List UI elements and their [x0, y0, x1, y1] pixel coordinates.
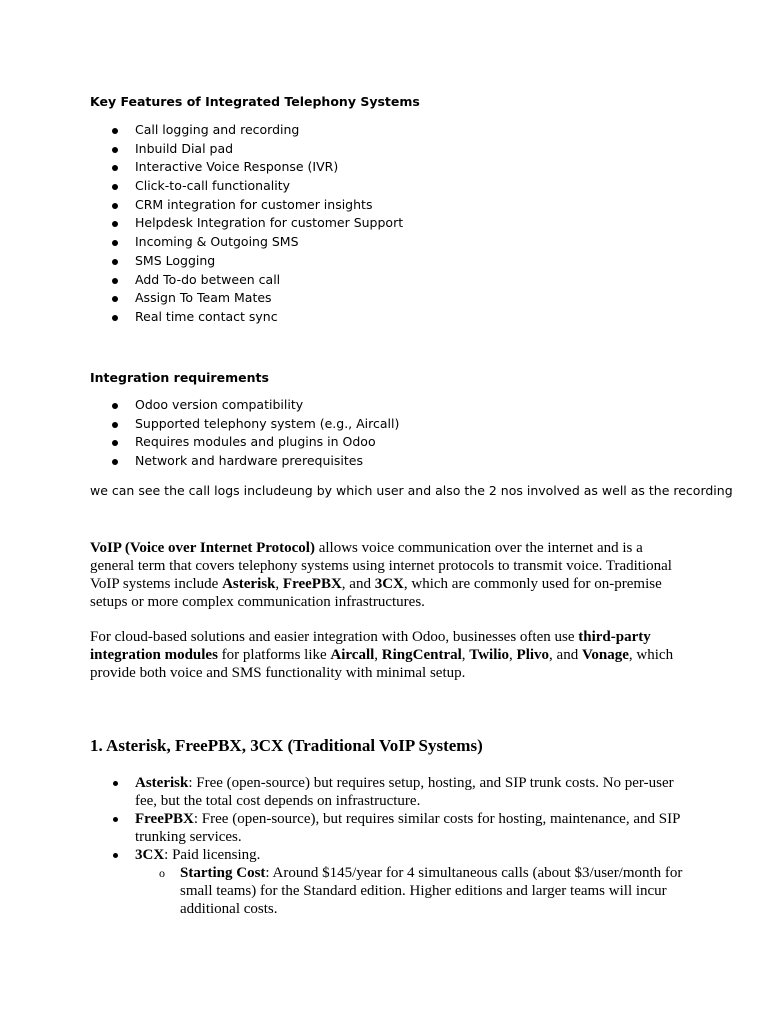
bullet-icon [112, 203, 118, 209]
modules-term: third-party integration modules [90, 629, 651, 663]
bullet-icon [112, 315, 118, 321]
feature-text: Interactive Voice Response (IVR) [135, 159, 339, 175]
starting-cost-label: Starting Cost [180, 865, 266, 881]
threecx-term: 3CX [374, 576, 404, 592]
section-heading: 1. Asterisk, FreePBX, 3CX (Traditional VoIP Systems) [90, 736, 483, 755]
feature-text: Click-to-call functionality [135, 178, 291, 194]
feature-text: SMS Logging [135, 252, 216, 268]
bullet-icon [112, 403, 118, 409]
feature-text: Add To-do between call [135, 271, 281, 287]
voip-paragraph [90, 539, 690, 611]
list-item [90, 846, 690, 918]
twilio-term: Twilio [469, 647, 510, 663]
list-item [90, 121, 403, 140]
starting-cost-text: : Around $145/year for 4 simultaneous calls (about $3/user/month for small teams) for the Standard edition. Higher editions and larger teams will incur additional costs. [180, 865, 683, 917]
freepbx-text: : Free (open-source), but requires similar costs for hosting, maintenance, and SIP trunking services. [135, 811, 680, 845]
cloud-text: for platforms like [217, 647, 331, 663]
asterisk-label: Asterisk [135, 775, 189, 791]
bullet-icon [112, 296, 118, 302]
voip-text: , which are commonly used for on-premise setups or more complex communication infrastructures. [90, 576, 662, 610]
asterisk-text: : Free (open-source) but requires setup, hosting, and SIP trunk costs. No per-user fee, but the total cost depends on infrastructure. [135, 775, 674, 809]
bullet-icon [113, 817, 118, 822]
feature-text: Incoming & Outgoing SMS [135, 234, 299, 250]
features-list [90, 121, 403, 327]
separator: , and [341, 576, 375, 592]
bullet-icon [112, 147, 118, 153]
bullet-icon [112, 278, 118, 284]
list-item [90, 196, 403, 215]
list-item [90, 433, 399, 452]
list-item [90, 289, 403, 308]
requirement-text: Supported telephony system (e.g., Aircall) [135, 415, 400, 431]
plivo-term: Plivo [516, 647, 550, 663]
asterisk-term: Asterisk [222, 576, 276, 592]
feature-text: Call logging and recording [135, 122, 300, 137]
cloud-text: For cloud-based solutions and easier integration with Odoo, businesses often use [90, 629, 579, 645]
list-item [90, 308, 403, 327]
list-item [90, 233, 403, 252]
feature-text: Inbuild Dial pad [135, 140, 234, 156]
freepbx-term: FreePBX [282, 576, 342, 592]
cloud-text: , which provide both voice and SMS functionality with minimal setup. [90, 647, 674, 681]
threecx-label: 3CX [135, 847, 165, 863]
requirement-text: Requires modules and plugins in Odoo [135, 434, 376, 450]
requirements-list [90, 396, 399, 471]
list-item [90, 214, 403, 233]
list-item [90, 415, 399, 434]
bullet-icon [112, 165, 118, 171]
bullet-icon [112, 440, 118, 446]
requirements-heading: Integration requirements [90, 370, 269, 385]
aircall-term: Aircall [330, 647, 375, 663]
bullet-icon [112, 259, 118, 265]
bullet-icon [112, 240, 118, 246]
feature-text: Assign To Team Mates [135, 290, 272, 306]
threecx-sub-list [135, 864, 690, 918]
list-item [90, 774, 690, 810]
bullet-icon [112, 184, 118, 190]
list-item [90, 452, 399, 471]
list-item [90, 810, 690, 846]
ringcentral-term: RingCentral [381, 647, 462, 663]
freepbx-label: FreePBX [135, 811, 194, 827]
requirement-text: Odoo version compatibility [135, 397, 304, 412]
bullet-icon [113, 781, 118, 786]
separator: , [275, 576, 283, 592]
separator: , [374, 647, 382, 663]
feature-text: Real time contact sync [135, 308, 278, 324]
list-item [90, 140, 403, 159]
cost-list [90, 774, 690, 918]
separator: , and [549, 647, 582, 663]
list-item [90, 252, 403, 271]
voip-term: VoIP (Voice over Internet Protocol) [90, 540, 315, 556]
features-heading: Key Features of Integrated Telephony Systems [90, 94, 420, 109]
cloud-paragraph [90, 628, 690, 682]
call-logs-note: we can see the call logs includeung by which user and also the 2 nos involved as well as the recording [90, 483, 733, 498]
threecx-text: : Paid licensing. [164, 847, 261, 863]
bullet-icon [112, 221, 118, 227]
list-item [135, 864, 690, 918]
list-item [90, 396, 399, 415]
separator: , [461, 647, 470, 663]
bullet-icon [112, 422, 118, 428]
bullet-icon [112, 128, 118, 134]
voip-text: allows voice communication over the internet and is a general term that covers telephony systems using internet protocols to transmit voice. Traditional VoIP systems include [90, 540, 672, 592]
list-item [90, 158, 403, 177]
separator: , [509, 647, 517, 663]
vonage-term: Vonage [581, 647, 629, 663]
bullet-icon [113, 853, 118, 858]
list-item [90, 271, 403, 290]
feature-text: CRM integration for customer insights [135, 196, 373, 212]
list-item [90, 177, 403, 196]
requirement-text: Network and hardware prerequisites [135, 453, 363, 469]
feature-text: Helpdesk Integration for customer Support [135, 215, 404, 231]
circle-bullet-icon: o [159, 866, 165, 880]
bullet-icon [112, 459, 118, 465]
